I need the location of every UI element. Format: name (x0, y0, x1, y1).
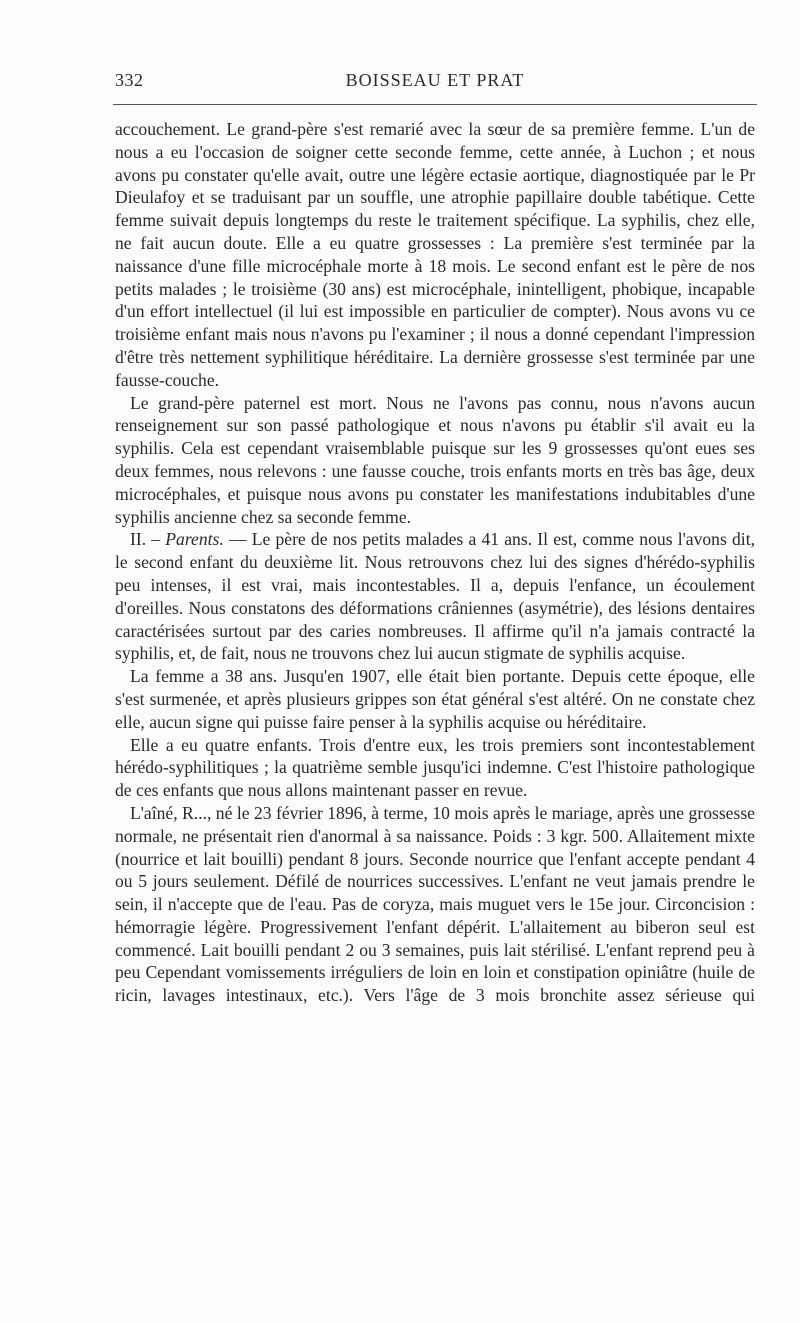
paragraph: Elle a eu quatre enfants. Trois d'entre eux, les trois premiers sont incontestablement hérédo-syphilitiques ; la quatrième semble jusqu'ici indemne. C'est l'histoire pathologique de ces enfants que nous allons maintenant passer en revue. (115, 734, 755, 801)
section-number: II. – (130, 529, 166, 550)
section-text: — Le père de nos petits malades a 41 ans. Il est, comme nous l'avons dit, le second enfant du deuxième lit. Nous retrouvons chez lui des signes d'hérédo-syphilis peu intenses, il est vrai, mais incontestables. Il a, depuis l'enfance, un écoulement d'oreilles. Nous constatons des déformations crâniennes (asymétrie), des lésions dentaires caractérisées surtout par des caries nombreuses. Il affirme qu'il n'a jamais contracté la syphilis, et, de fait, nous ne trouvons chez lui aucun stigmate de syphilis acquise. (115, 529, 755, 664)
page-header (115, 70, 755, 96)
section-label: Parents. (165, 529, 224, 550)
running-title: BOISSEAU ET PRAT (345, 70, 525, 90)
page-number: 332 (115, 70, 144, 90)
paragraph: Le grand-père paternel est mort. Nous ne l'avons pas connu, nous n'avons aucun renseignement sur son passé pathologique et nous n'avons pu établir s'il avait eu la syphilis. Cela est cependant vraisemblable puisque sur les 9 grossesses qu'ont eues ses deux femmes, nous relevons : une fausse couche, trois enfants morts en très bas âge, deux microcéphales, et puisque nous avons pu constater les manifestations indubitables d'une syphilis ancienne chez sa seconde femme. (115, 392, 755, 527)
paragraph: accouchement. Le grand-père s'est remarié avec la sœur de sa première femme. L'un de nous a eu l'occasion de soigner cette seconde femme, cette année, à Luchon ; et nous avons pu constater qu'elle avait, outre une légère ectasie aortique, diagnostiquée par le Pr Dieulafoy et se traduisant par un souffle, une atrophie papillaire double tabétique. Cette femme suivait depuis longtemps du reste le traitement spécifique. La syphilis, chez elle, ne fait aucun doute. Elle a eu quatre grossesses : La première s'est terminée par la naissance d'une fille microcéphale morte à 18 mois. Le second enfant est le père de nos petits malades ; le troisième (30 ans) est microcéphale, inintelligent, phobique, incapable d'un effort intellectuel (il lui est impossible en particulier de compter). Nous avons vu ce troisième enfant mais nous n'avons pu l'examiner ; il nous a donné cependant l'impression d'être très nettement syphilitique héréditaire. La dernière grossesse s'est terminée par une fausse-couche. (115, 119, 755, 390)
header-rule (113, 104, 757, 105)
paragraph: La femme a 38 ans. Jusqu'en 1907, elle était bien portante. Depuis cette époque, elle s'est surmenée, et après plusieurs grippes son état général s'est altéré. On ne constate chez elle, aucun signe qui puisse faire penser à la syphilis acquise ou héréditaire. (115, 666, 755, 732)
body-text (115, 118, 755, 1007)
paragraph: L'aîné, R..., né le 23 février 1896, à terme, 10 mois après le mariage, après une grossesse normale, ne présentait rien d'anormal à sa naissance. Poids : 3 kgr. 500. Allaitement mixte (nourrice et lait bouilli) pendant 8 jours. Seconde nourrice que l'enfant accepte pendant 4 ou 5 jours seulement. Défilé de nourrices successives. L'enfant ne veut jamais prendre le sein, il n'accepte que de l'eau. Pas de coryza, mais muguet vers le 15e jour. Circoncision : hémorragie légère. Progressivement l'enfant dépérit. L'allaitement au biberon seul est commencé. Lait bouilli pendant 2 ou 3 semaines, puis lait stérilisé. L'enfant reprend peu à peu Cependant vomissements irréguliers de loin en loin et constipation opiniâtre (huile de ricin, lavages intestinaux, etc.). Vers l'âge de 3 mois bronchite assez sérieuse qui (115, 802, 755, 1006)
paragraph-parents (115, 528, 755, 665)
